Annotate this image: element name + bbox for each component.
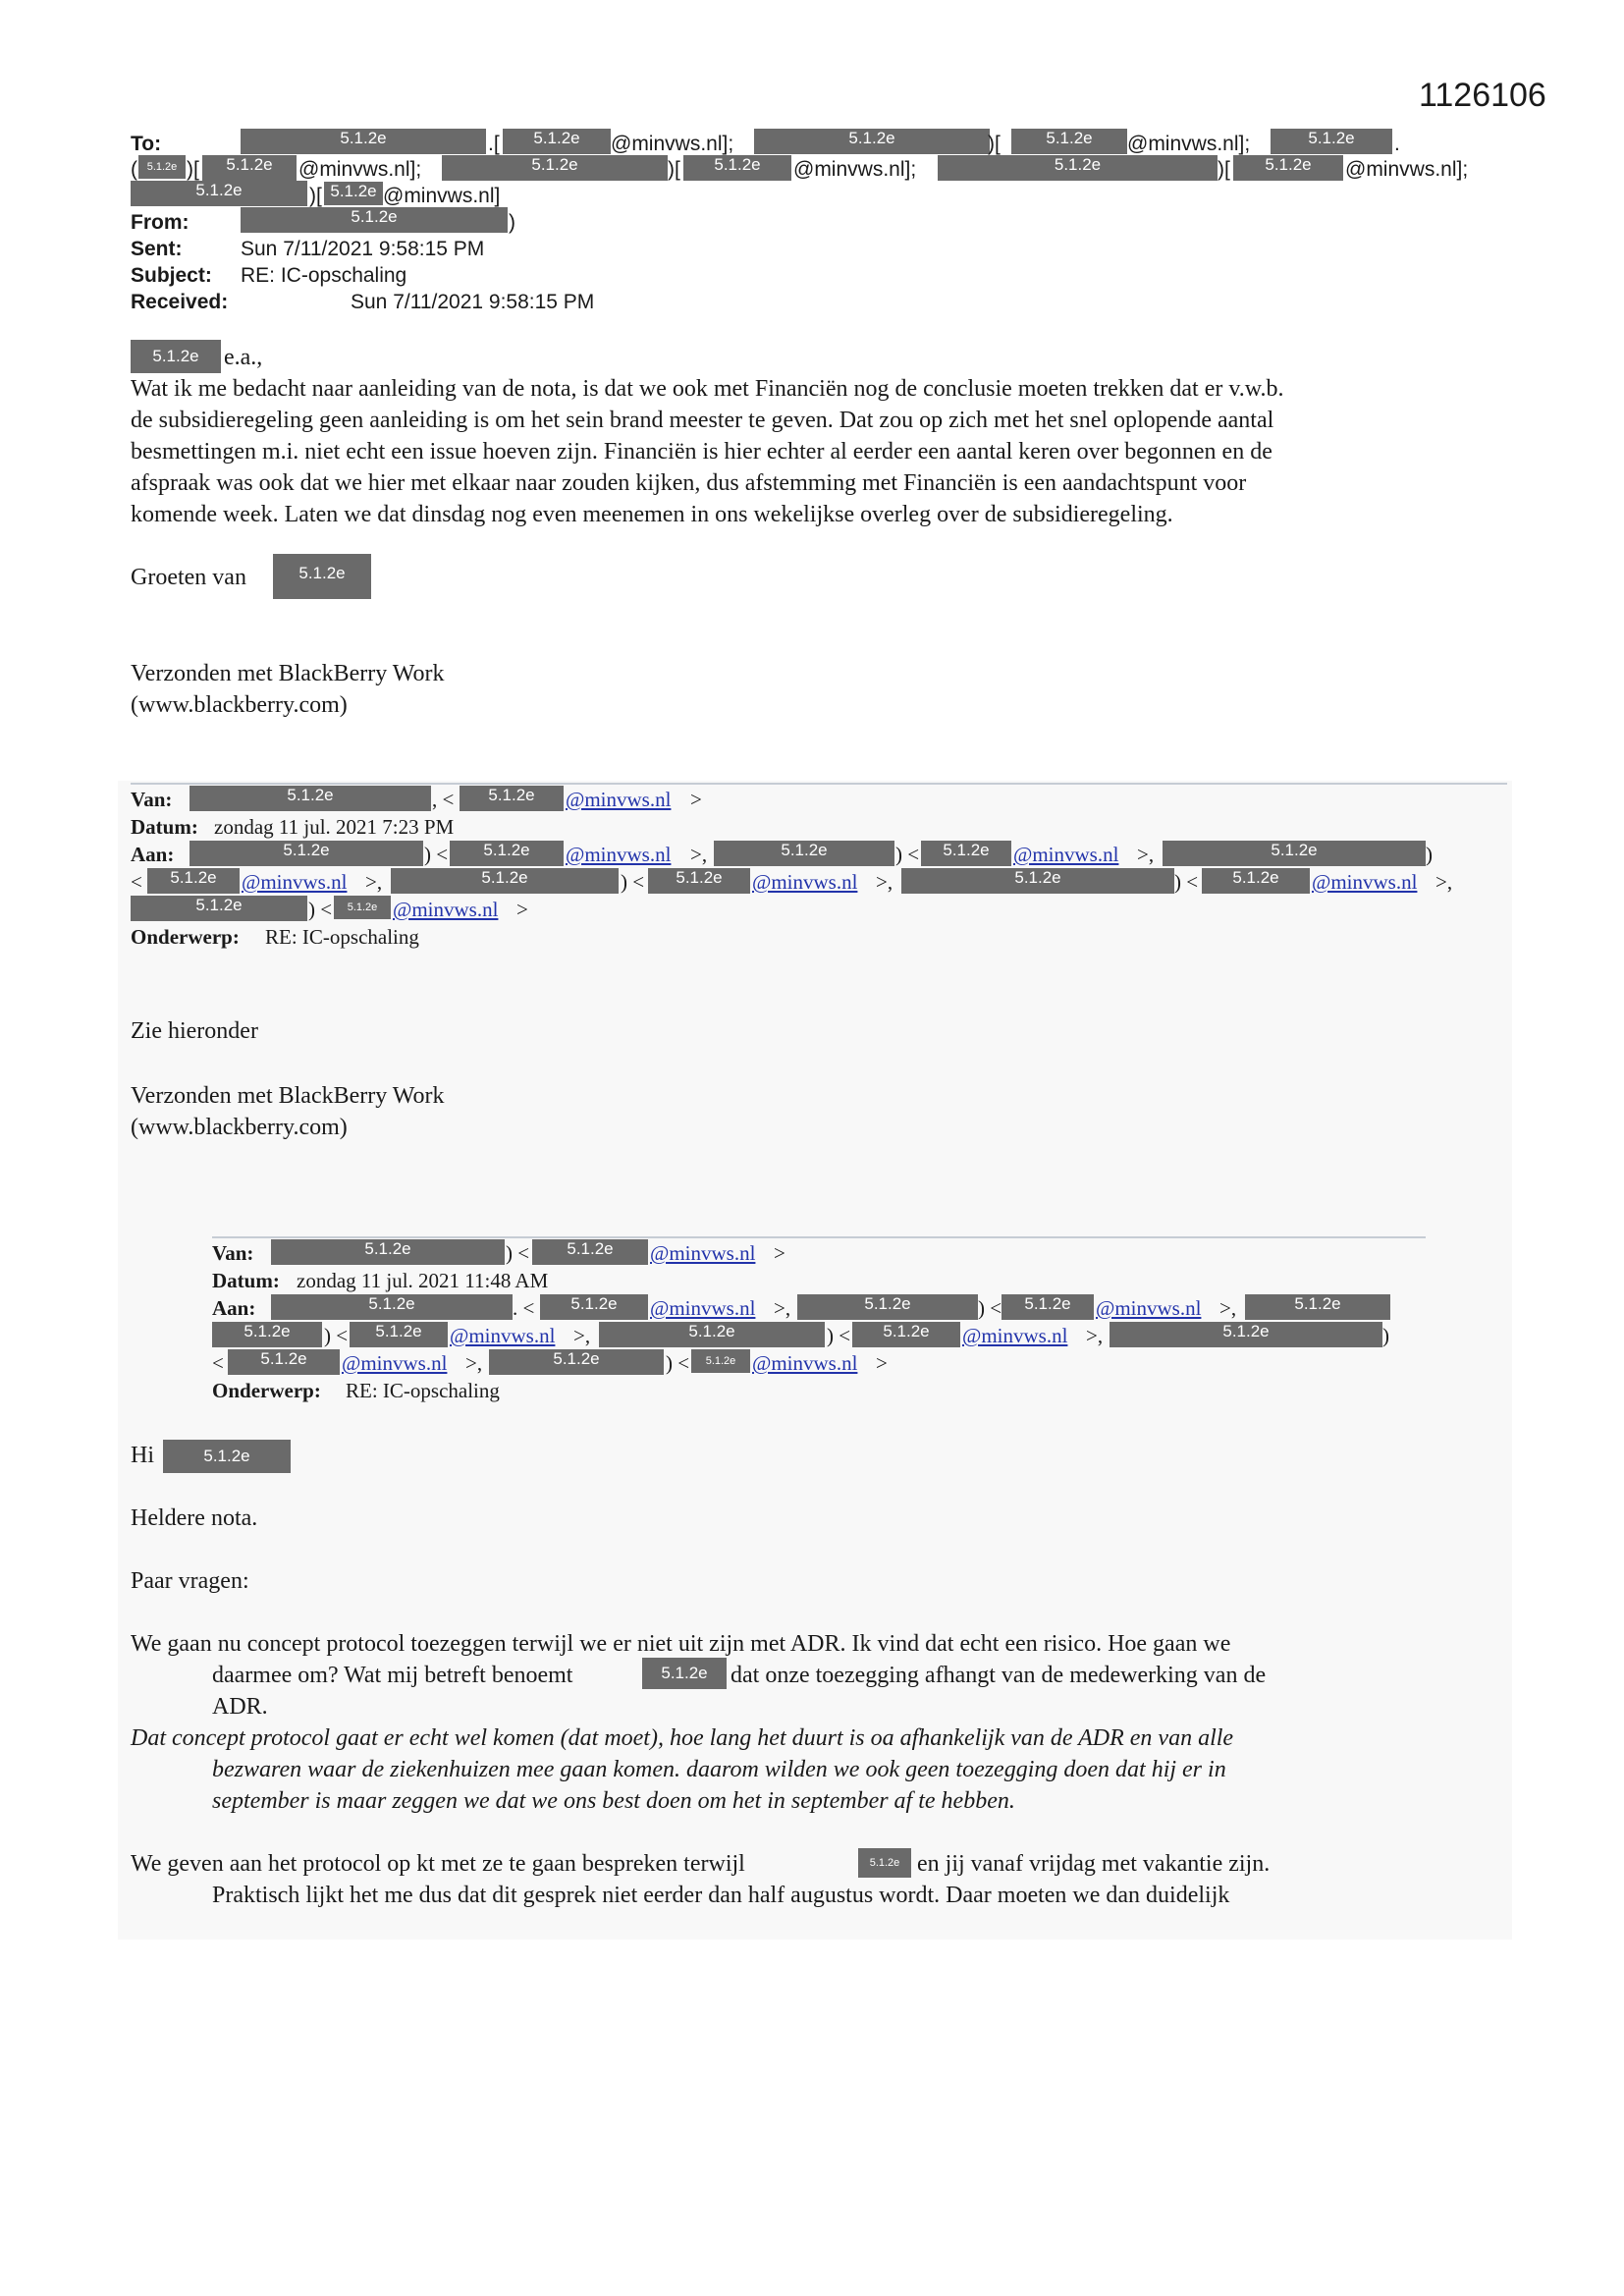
email-link[interactable]: @minvws.nl bbox=[242, 870, 348, 894]
redaction-box: 5.1.2e bbox=[271, 1239, 505, 1265]
redaction-box: 5.1.2e bbox=[901, 868, 1174, 894]
redaction-box: 5.1.2e bbox=[391, 868, 619, 894]
redaction-box: 5.1.2e bbox=[147, 868, 240, 894]
email-domain: @minvws.nl]; bbox=[1345, 158, 1469, 181]
question-line: daarmee om? Wat mij betreft benoemt bbox=[212, 1663, 573, 1688]
redaction-box: 5.1.2e bbox=[138, 155, 186, 179]
separator-text: >, bbox=[1086, 1324, 1104, 1347]
received-label: Received: bbox=[131, 291, 229, 313]
from-label: From: bbox=[131, 211, 189, 234]
redaction-box: 5.1.2e bbox=[648, 868, 750, 894]
redaction-box: 5.1.2e bbox=[324, 182, 383, 205]
datum-label: Datum: bbox=[212, 1269, 280, 1292]
separator-text: ) < bbox=[1174, 870, 1199, 894]
email-link[interactable]: @minvws.nl bbox=[962, 1324, 1068, 1347]
separator-text: ) < bbox=[424, 843, 449, 866]
question-line: en jij vanaf vrijdag met vakantie zijn. bbox=[917, 1851, 1271, 1877]
redaction-box: 5.1.2e bbox=[189, 786, 431, 811]
redaction-box: 5.1.2e bbox=[131, 340, 221, 373]
separator-text: ) < bbox=[827, 1324, 851, 1347]
email-link[interactable]: @minvws.nl bbox=[450, 1324, 556, 1347]
divider bbox=[212, 1236, 1426, 1238]
sent-label: Sent: bbox=[131, 238, 183, 260]
question-line: Praktisch lijkt het me dus dat dit gesprek niet eerder dan half augustus wordt. Daar moeten we dan duidelijk bbox=[212, 1883, 1230, 1908]
divider bbox=[131, 783, 1507, 785]
email-link[interactable]: @minvws.nl bbox=[1312, 870, 1418, 894]
aan-label: Aan: bbox=[131, 843, 175, 866]
email-domain: @minvws.nl]; bbox=[793, 158, 917, 181]
redaction-box: 5.1.2e bbox=[489, 1349, 664, 1375]
redaction-box: 5.1.2e bbox=[797, 1294, 978, 1320]
redaction-box: 5.1.2e bbox=[503, 129, 611, 154]
redaction-box: 5.1.2e bbox=[1271, 129, 1392, 154]
separator-text: ) < bbox=[506, 1241, 530, 1265]
separator-text: > bbox=[876, 1351, 888, 1375]
redaction-box: 5.1.2e bbox=[131, 896, 307, 921]
body-line: Wat ik me bedacht naar aanleiding van de nota, is dat we ook met Financiën nog de conclusie moeten trekken dat er v.w.b. bbox=[131, 376, 1284, 402]
redaction-box: 5.1.2e bbox=[228, 1349, 340, 1375]
body-text: Heldere nota. bbox=[131, 1505, 258, 1531]
redaction-box: 5.1.2e bbox=[540, 1294, 648, 1320]
redaction-box: 5.1.2e bbox=[1001, 1294, 1094, 1320]
separator-text: >, bbox=[1435, 870, 1453, 894]
separator-text: >, bbox=[774, 1296, 791, 1320]
redaction-box: 5.1.2e bbox=[1245, 1294, 1390, 1320]
email-domain: @minvws.nl] bbox=[383, 185, 501, 207]
answer-line: bezwaren waar de ziekenhuizen mee gaan komen. daarom wilden we ook geen toezegging doen dat hij er in bbox=[212, 1757, 1226, 1782]
email-domain: @minvws.nl]; bbox=[1127, 133, 1251, 155]
separator-text: >, bbox=[573, 1324, 591, 1347]
sent-value: Sun 7/11/2021 9:58:15 PM bbox=[241, 238, 485, 260]
greeting: Groeten van bbox=[131, 565, 246, 590]
redaction-box: 5.1.2e bbox=[1163, 841, 1426, 866]
redaction-box: 5.1.2e bbox=[938, 155, 1218, 181]
separator-text: > bbox=[516, 898, 528, 921]
separator-text: ) < bbox=[666, 1351, 690, 1375]
to-label: To: bbox=[131, 133, 162, 155]
question-line: dat onze toezegging afhangt van de medewerking van de bbox=[731, 1663, 1267, 1688]
email-link[interactable]: @minvws.nl bbox=[342, 1351, 448, 1375]
separator-text: .[ bbox=[488, 133, 500, 155]
separator-text: >, bbox=[690, 843, 708, 866]
redaction-box: 5.1.2e bbox=[858, 1848, 911, 1878]
separator-text: < bbox=[131, 870, 142, 894]
separator-text: ) < bbox=[895, 843, 920, 866]
separator-text: ) < bbox=[324, 1324, 349, 1347]
signature-line: Verzonden met BlackBerry Work bbox=[131, 1083, 445, 1109]
redaction-box: 5.1.2e bbox=[1202, 868, 1310, 894]
redaction-box: 5.1.2e bbox=[241, 129, 486, 154]
received-value: Sun 7/11/2021 9:58:15 PM bbox=[351, 291, 595, 313]
document-id: 1126106 bbox=[1419, 77, 1546, 114]
question-line: ADR. bbox=[212, 1694, 268, 1720]
separator-text: >, bbox=[1219, 1296, 1237, 1320]
body-text: Zie hieronder bbox=[131, 1018, 258, 1044]
separator-text: >, bbox=[365, 870, 383, 894]
redaction-box: 5.1.2e bbox=[189, 841, 423, 866]
body-line: besmettingen m.i. niet echt een issue hoeven zijn. Financiën is hier echter al eerder een aantal keren over begonnen en de bbox=[131, 439, 1272, 465]
redaction-box: 5.1.2e bbox=[921, 841, 1011, 866]
redaction-box: 5.1.2e bbox=[460, 786, 564, 811]
email-link[interactable]: @minvws.nl bbox=[393, 898, 499, 921]
email-domain: @minvws.nl]; bbox=[298, 158, 422, 181]
separator-text: . < bbox=[513, 1296, 535, 1320]
body-line: de subsidieregeling geen aanleiding is om het sein brand meester te geven. Dat zou op zich met het snel oplopende aantal bbox=[131, 408, 1274, 433]
separator-text: . bbox=[1394, 133, 1400, 155]
redaction-box: 5.1.2e bbox=[1011, 129, 1127, 154]
email-link[interactable]: @minvws.nl bbox=[1013, 843, 1119, 866]
redaction-box: 5.1.2e bbox=[202, 155, 297, 181]
onderwerp-label: Onderwerp: bbox=[212, 1379, 321, 1402]
email-domain: @minvws.nl]; bbox=[611, 133, 734, 155]
redaction-box: 5.1.2e bbox=[131, 181, 307, 206]
redaction-box: 5.1.2e bbox=[754, 129, 990, 154]
separator-text: ) < bbox=[621, 870, 645, 894]
redaction-box: 5.1.2e bbox=[350, 1322, 448, 1347]
greeting: Hi bbox=[131, 1443, 154, 1468]
redaction-box: 5.1.2e bbox=[442, 155, 668, 181]
separator-text: > bbox=[690, 788, 702, 811]
redaction-box: 5.1.2e bbox=[450, 841, 564, 866]
subject-value: RE: IC-opschaling bbox=[241, 264, 407, 287]
redaction-box: 5.1.2e bbox=[273, 554, 371, 599]
question-line: We gaan nu concept protocol toezeggen terwijl we er niet uit zijn met ADR. Ik vind dat echt een risico. Hoe gaan we bbox=[131, 1631, 1231, 1657]
redaction-box: 5.1.2e bbox=[852, 1322, 960, 1347]
van-label: Van: bbox=[212, 1241, 254, 1265]
body-text: Paar vragen: bbox=[131, 1568, 249, 1594]
question-line: We geven aan het protocol op kt met ze te gaan bespreken terwijl bbox=[131, 1851, 745, 1877]
redaction-box: 5.1.2e bbox=[334, 896, 391, 919]
redaction-box: 5.1.2e bbox=[642, 1658, 727, 1689]
body-line: komende week. Laten we dat dinsdag nog even meenemen in ons wekelijkse overleg over de subsidieregeling. bbox=[131, 502, 1173, 527]
email-link[interactable]: @minvws.nl bbox=[566, 788, 672, 811]
signature-line: Verzonden met BlackBerry Work bbox=[131, 661, 445, 686]
separator-text: ) bbox=[1426, 843, 1433, 866]
body-line: afspraak was ook dat we hier met elkaar naar zouden kijken, dus afstemming met Financiën is een aandachtspunt voor bbox=[131, 470, 1247, 496]
redaction-box: 5.1.2e bbox=[1233, 155, 1343, 181]
subject-label: Subject: bbox=[131, 264, 212, 287]
email-link[interactable]: @minvws.nl bbox=[650, 1296, 756, 1320]
onderwerp-label: Onderwerp: bbox=[131, 925, 240, 949]
separator-text: ( bbox=[131, 158, 137, 181]
separator-text: >, bbox=[1137, 843, 1155, 866]
redaction-box: 5.1.2e bbox=[683, 155, 791, 181]
separator-text: >, bbox=[465, 1351, 483, 1375]
separator-text: > bbox=[774, 1241, 785, 1265]
separator-text: )[ bbox=[309, 185, 322, 207]
onderwerp-value: RE: IC-opschaling bbox=[346, 1379, 500, 1402]
separator-text: ) < bbox=[308, 898, 333, 921]
salutation: e.a., bbox=[224, 345, 263, 370]
redaction-box: 5.1.2e bbox=[691, 1349, 750, 1373]
separator-text: ) < bbox=[978, 1296, 1002, 1320]
onderwerp-value: RE: IC-opschaling bbox=[265, 925, 419, 949]
redaction-box: 5.1.2e bbox=[532, 1239, 648, 1265]
separator-text: )[ bbox=[187, 158, 199, 181]
redaction-box: 5.1.2e bbox=[163, 1440, 291, 1473]
redaction-box: 5.1.2e bbox=[212, 1322, 322, 1347]
separator-text: )[ bbox=[988, 133, 1001, 155]
redaction-box: 5.1.2e bbox=[714, 841, 894, 866]
redaction-box: 5.1.2e bbox=[1110, 1322, 1382, 1347]
separator-text: )[ bbox=[668, 158, 680, 181]
redaction-box: 5.1.2e bbox=[271, 1294, 513, 1320]
van-label: Van: bbox=[131, 788, 173, 811]
separator-text: , < bbox=[432, 788, 455, 811]
datum-value: zondag 11 jul. 2021 7:23 PM bbox=[214, 815, 455, 839]
email-link[interactable]: @minvws.nl bbox=[566, 843, 672, 866]
redaction-box: 5.1.2e bbox=[241, 207, 508, 233]
separator-text: < bbox=[212, 1351, 224, 1375]
email-link[interactable]: @minvws.nl bbox=[1096, 1296, 1202, 1320]
datum-label: Datum: bbox=[131, 815, 198, 839]
separator-text: )[ bbox=[1218, 158, 1230, 181]
email-link[interactable]: @minvws.nl bbox=[752, 1351, 858, 1375]
redaction-box: 5.1.2e bbox=[599, 1322, 825, 1347]
signature-line: (www.blackberry.com) bbox=[131, 692, 348, 718]
datum-value: zondag 11 jul. 2021 11:48 AM bbox=[297, 1269, 549, 1292]
email-link[interactable]: @minvws.nl bbox=[650, 1241, 756, 1265]
email-link[interactable]: @minvws.nl bbox=[752, 870, 858, 894]
answer-line: Dat concept protocol gaat er echt wel komen (dat moet), hoe lang het duurt is oa afhankelijk van de ADR en van alle bbox=[131, 1725, 1234, 1751]
separator-text: ) bbox=[509, 211, 515, 234]
signature-line: (www.blackberry.com) bbox=[131, 1115, 348, 1140]
aan-label: Aan: bbox=[212, 1296, 256, 1320]
separator-text: >, bbox=[876, 870, 893, 894]
separator-text: ) bbox=[1382, 1324, 1389, 1347]
answer-line: september is maar zeggen we dat we ons best doen om het in september af te hebben. bbox=[212, 1788, 1015, 1814]
